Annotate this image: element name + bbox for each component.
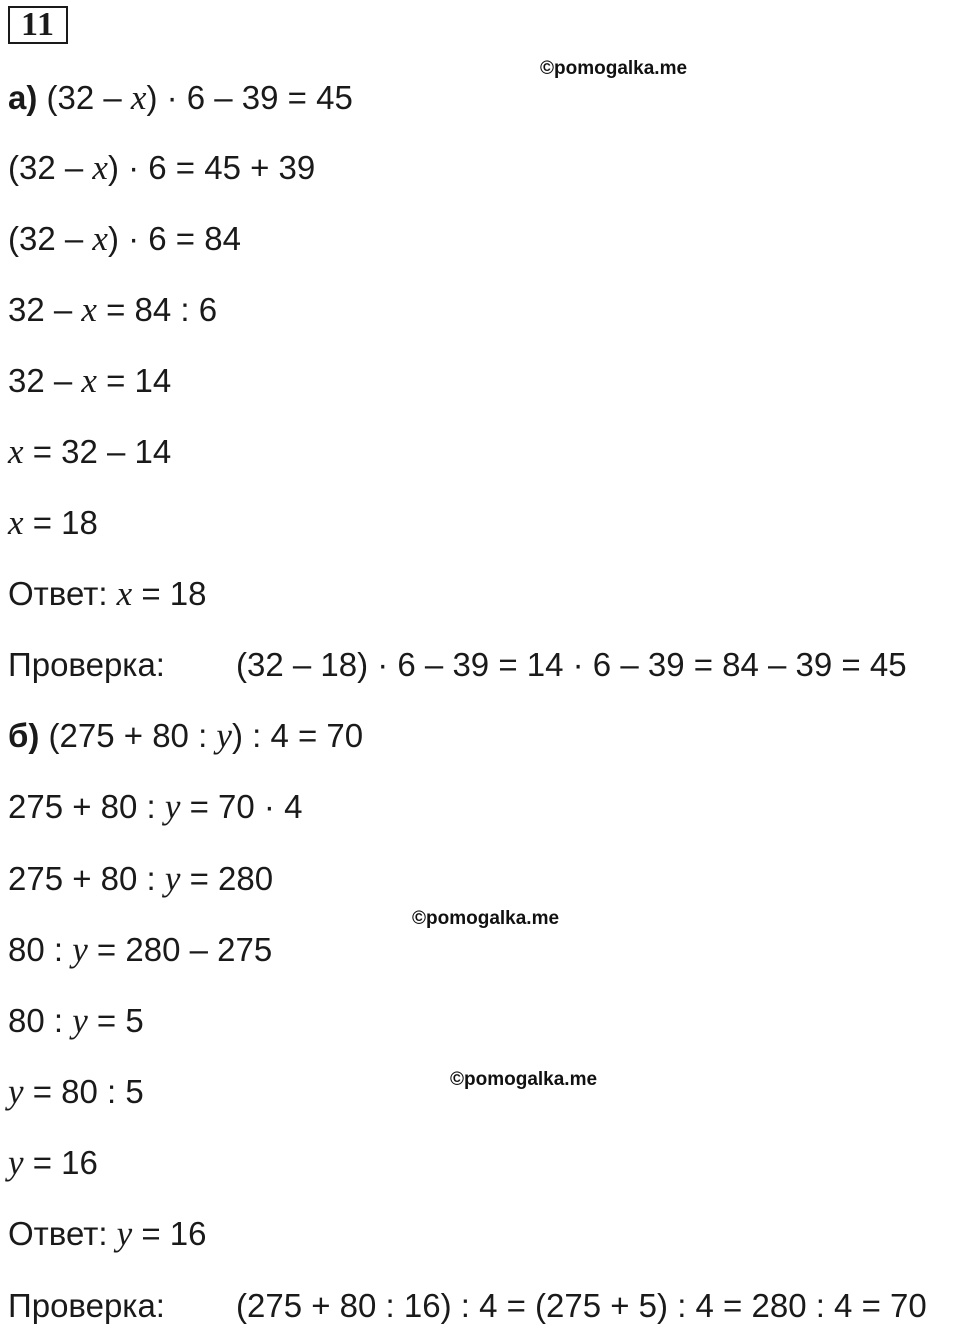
text: 275 + 80 : (8, 860, 165, 897)
variable: y (8, 1143, 24, 1182)
variable: x (81, 361, 97, 400)
text: = 16 (132, 1215, 207, 1252)
text: ) · 6 = 84 (107, 220, 241, 257)
variable: x (8, 503, 24, 542)
text: = 80 : 5 (23, 1073, 144, 1110)
watermark: ©pomogalka.me (540, 58, 688, 79)
part-b-label: б) (8, 717, 40, 754)
text: 80 : (8, 931, 73, 968)
equation-line (8, 78, 353, 118)
text: ) · 6 – 39 = 45 (146, 79, 353, 116)
text: = 70 · 4 (180, 788, 303, 825)
equation-line (8, 787, 302, 827)
check-expression: (32 – 18) · 6 – 39 = 14 · 6 – 39 = 84 – 39 = 45 (236, 646, 907, 683)
equation-line (8, 290, 217, 330)
text: 275 + 80 : (8, 788, 165, 825)
text: (275 + 80 : (48, 717, 217, 754)
check-label: Проверка: (8, 646, 165, 683)
equation-line (8, 716, 363, 756)
variable: y (116, 1214, 133, 1253)
answer-line (8, 574, 207, 614)
variable: y (164, 859, 181, 898)
text: Ответ: (8, 1215, 117, 1252)
text: = 16 (23, 1144, 98, 1181)
task-number: 11 (8, 6, 68, 44)
text: (32 – (46, 79, 131, 116)
text: = 84 : 6 (96, 291, 218, 328)
text: ) · 6 = 45 + 39 (107, 149, 316, 186)
text: 80 : (8, 1002, 73, 1039)
text: = 32 – 14 (23, 433, 172, 470)
variable: x (116, 574, 133, 613)
answer-line (8, 1214, 207, 1254)
text: = 14 (96, 362, 172, 399)
text: = 18 (23, 504, 98, 541)
variable: y (72, 930, 88, 969)
equation-line (8, 930, 272, 970)
equation-line (8, 859, 273, 899)
equation-line (8, 361, 171, 401)
text: = 5 (87, 1002, 144, 1039)
variable: x (92, 219, 108, 258)
variable: y (72, 1001, 88, 1040)
text: (32 – (8, 149, 93, 186)
equation-line (8, 1001, 144, 1041)
equation-line (8, 432, 171, 472)
part-a-label: а) (8, 79, 38, 116)
variable: x (130, 78, 147, 117)
text: 32 – (8, 362, 82, 399)
variable: y (216, 716, 232, 755)
text: (32 – (8, 220, 93, 257)
text: = 280 (180, 860, 274, 897)
check-label: Проверка: (8, 1287, 165, 1324)
check-expression: (275 + 80 : 16) : 4 = (275 + 5) : 4 = 280 : 4 = 70 (236, 1287, 927, 1324)
variable: y (164, 787, 181, 826)
watermark: ©pomogalka.me (450, 1069, 598, 1090)
text: 32 – (8, 291, 82, 328)
equation-line (8, 219, 241, 259)
equation-line (8, 1143, 98, 1183)
variable: y (8, 1072, 24, 1111)
text: = 18 (132, 575, 207, 612)
text: Ответ: (8, 575, 117, 612)
variable: x (81, 290, 97, 329)
watermark: ©pomogalka.me (412, 908, 560, 929)
equation-line (8, 503, 98, 543)
variable: x (8, 432, 24, 471)
text: ) : 4 = 70 (231, 717, 364, 754)
equation-line (8, 1072, 144, 1112)
text: = 280 – 275 (87, 931, 273, 968)
equation-line (8, 148, 315, 188)
variable: x (92, 148, 108, 187)
